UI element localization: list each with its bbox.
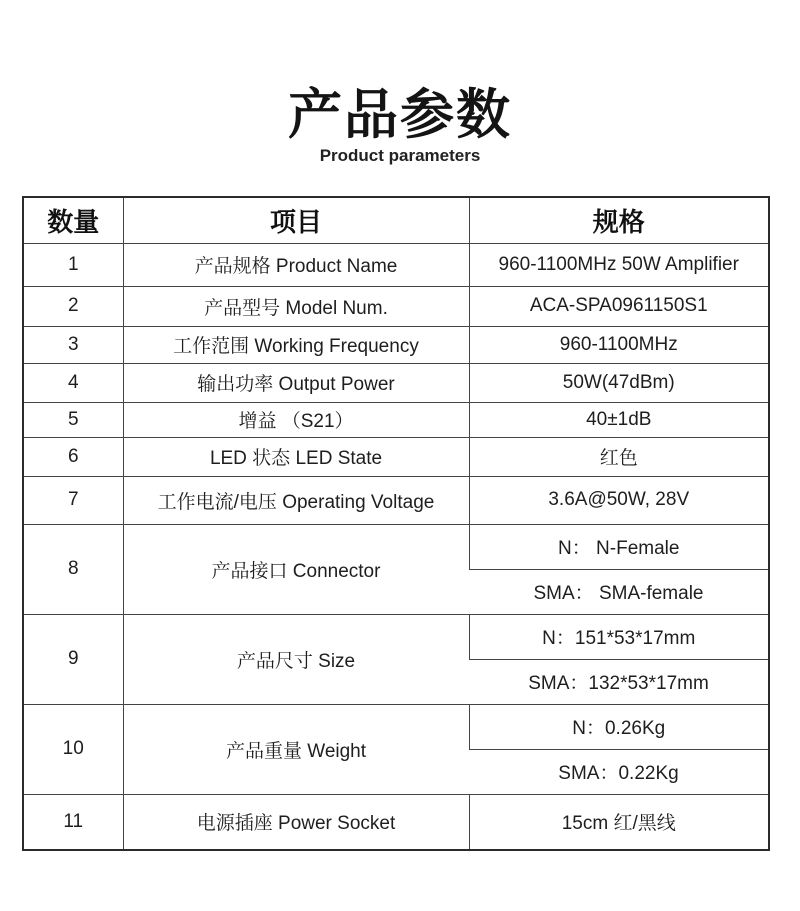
row-number: 9 xyxy=(23,614,123,704)
row-spec: 15cm 红/黑线 xyxy=(469,794,769,850)
row-spec: 960-1100MHz 50W Amplifier xyxy=(469,243,769,286)
row-number: 11 xyxy=(23,794,123,850)
row-spec: SMA：0.22Kg xyxy=(469,749,769,794)
row-spec: 红色 xyxy=(469,437,769,476)
row-number: 4 xyxy=(23,363,123,402)
row-number: 8 xyxy=(23,524,123,614)
table-row xyxy=(23,326,769,363)
row-spec: 960-1100MHz xyxy=(469,326,769,363)
spec-table xyxy=(22,196,770,851)
page-subtitle: Product parameters xyxy=(319,146,481,165)
column-header-spec: 规格 xyxy=(469,197,769,243)
table-row xyxy=(23,614,769,659)
row-number: 10 xyxy=(23,704,123,794)
row-spec: 3.6A@50W, 28V xyxy=(469,476,769,524)
column-header-item: 项目 xyxy=(123,197,469,243)
row-spec: N：0.26Kg xyxy=(469,704,769,749)
table-row xyxy=(23,402,769,437)
row-number: 6 xyxy=(23,437,123,476)
row-number: 2 xyxy=(23,286,123,326)
row-item: 产品型号 Model Num. xyxy=(123,286,469,326)
row-item: 工作范围 Working Frequency xyxy=(123,326,469,363)
row-spec: N：151*53*17mm xyxy=(469,614,769,659)
row-item: 增益 （S21） xyxy=(123,402,469,437)
table-row xyxy=(23,476,769,524)
row-spec: 40±1dB xyxy=(469,402,769,437)
row-item: 电源插座 Power Socket xyxy=(123,794,469,850)
table-row xyxy=(23,243,769,286)
column-header-number: 数量 xyxy=(47,206,100,237)
row-spec: SMA：132*53*17mm xyxy=(469,659,769,704)
row-spec: SMA： SMA-female xyxy=(469,569,769,614)
row-number: 1 xyxy=(23,243,123,286)
row-number: 5 xyxy=(23,402,123,437)
table-row xyxy=(23,704,769,749)
row-number: 7 xyxy=(23,476,123,524)
table-row xyxy=(23,286,769,326)
row-item: 产品重量 Weight xyxy=(123,704,469,794)
row-spec: N： N-Female xyxy=(469,524,769,569)
row-number: 3 xyxy=(23,326,123,363)
table-row xyxy=(23,524,769,569)
table-header-row xyxy=(23,197,769,243)
row-item: 输出功率 Output Power xyxy=(123,363,469,402)
table-row xyxy=(23,437,769,476)
row-item: LED 状态 LED State xyxy=(123,437,469,476)
page-title: 产品参数 xyxy=(288,83,512,146)
row-item: 工作电流/电压 Operating Voltage xyxy=(123,476,469,524)
row-item: 产品尺寸 Size xyxy=(123,614,469,704)
row-spec: ACA-SPA0961150S1 xyxy=(469,286,769,326)
table-row xyxy=(23,794,769,850)
row-spec: 50W(47dBm) xyxy=(469,363,769,402)
row-item: 产品接口 Connector xyxy=(123,524,469,614)
table-row xyxy=(23,363,769,402)
row-item: 产品规格 Product Name xyxy=(123,243,469,286)
